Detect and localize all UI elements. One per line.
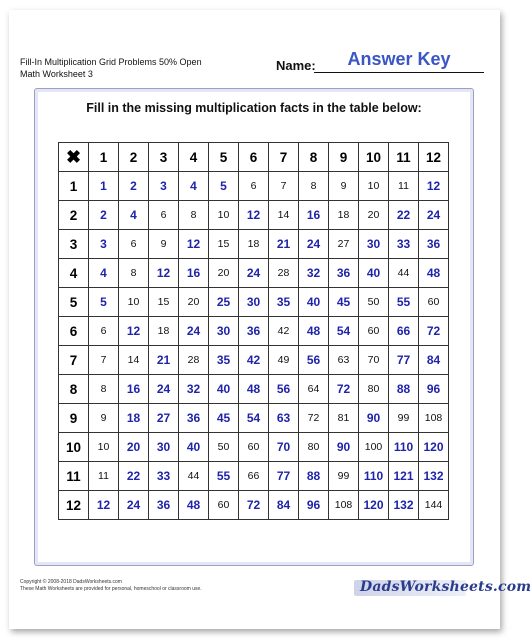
given-cell: 10 (89, 433, 119, 462)
row-header: 12 (59, 491, 89, 520)
row-header: 9 (59, 404, 89, 433)
table-row (59, 230, 449, 259)
answer-cell: 77 (269, 462, 299, 491)
column-header: 3 (149, 143, 179, 172)
multiplication-grid (58, 142, 449, 520)
answer-cell: 2 (119, 172, 149, 201)
answer-cell: 42 (239, 346, 269, 375)
answer-cell: 45 (329, 288, 359, 317)
answer-cell: 110 (359, 462, 389, 491)
given-cell: 27 (329, 230, 359, 259)
answer-cell: 4 (119, 201, 149, 230)
row-header: 5 (59, 288, 89, 317)
table-row (59, 172, 449, 201)
row-header: 4 (59, 259, 89, 288)
answer-cell: 5 (89, 288, 119, 317)
row-header: 10 (59, 433, 89, 462)
answer-cell: 3 (89, 230, 119, 259)
given-cell: 10 (359, 172, 389, 201)
table-row (59, 317, 449, 346)
answer-cell: 84 (269, 491, 299, 520)
column-header: 6 (239, 143, 269, 172)
answer-cell: 24 (239, 259, 269, 288)
given-cell: 11 (89, 462, 119, 491)
answer-cell: 77 (389, 346, 419, 375)
answer-cell: 4 (89, 259, 119, 288)
answer-cell: 35 (269, 288, 299, 317)
answer-cell: 12 (149, 259, 179, 288)
given-cell: 42 (269, 317, 299, 346)
given-cell: 7 (89, 346, 119, 375)
answer-cell: 22 (119, 462, 149, 491)
copyright-text: Copyright © 2008-2018 DadsWorksheets.com (20, 579, 122, 585)
answer-cell: 120 (359, 491, 389, 520)
given-cell: 9 (329, 172, 359, 201)
answer-cell: 12 (179, 230, 209, 259)
given-cell: 49 (269, 346, 299, 375)
answer-cell: 33 (389, 230, 419, 259)
given-cell: 20 (209, 259, 239, 288)
answer-cell: 72 (329, 375, 359, 404)
column-header: 10 (359, 143, 389, 172)
title-line-2: Math Worksheet 3 (20, 69, 93, 79)
answer-cell: 40 (179, 433, 209, 462)
given-cell: 60 (359, 317, 389, 346)
answer-cell: 121 (389, 462, 419, 491)
given-cell: 7 (269, 172, 299, 201)
answer-cell: 12 (119, 317, 149, 346)
answer-cell: 24 (419, 201, 449, 230)
answer-cell: 22 (389, 201, 419, 230)
answer-cell: 33 (149, 462, 179, 491)
given-cell: 72 (299, 404, 329, 433)
answer-cell: 88 (299, 462, 329, 491)
given-cell: 44 (389, 259, 419, 288)
given-cell: 81 (329, 404, 359, 433)
given-cell: 6 (119, 230, 149, 259)
answer-cell: 36 (179, 404, 209, 433)
given-cell: 6 (89, 317, 119, 346)
answer-cell: 84 (419, 346, 449, 375)
row-header: 8 (59, 375, 89, 404)
answer-cell: 72 (419, 317, 449, 346)
answer-cell: 3 (149, 172, 179, 201)
given-cell: 60 (419, 288, 449, 317)
row-header: 7 (59, 346, 89, 375)
table-row (59, 462, 449, 491)
answer-cell: 63 (269, 404, 299, 433)
answer-cell: 36 (329, 259, 359, 288)
answer-cell: 16 (119, 375, 149, 404)
column-header: 1 (89, 143, 119, 172)
answer-cell: 27 (149, 404, 179, 433)
given-cell: 8 (299, 172, 329, 201)
instructions: Fill in the missing multiplication facts in the table below: (86, 101, 422, 115)
table-row (59, 201, 449, 230)
given-cell: 44 (179, 462, 209, 491)
given-cell: 80 (299, 433, 329, 462)
row-header: 3 (59, 230, 89, 259)
answer-cell: 30 (149, 433, 179, 462)
answer-cell: 24 (119, 491, 149, 520)
usage-note: These Math Worksheets are provided for personal, homeschool or classroom use. (20, 586, 202, 592)
answer-cell: 36 (149, 491, 179, 520)
given-cell: 10 (119, 288, 149, 317)
answer-cell: 110 (389, 433, 419, 462)
given-cell: 9 (89, 404, 119, 433)
answer-cell: 72 (239, 491, 269, 520)
given-cell: 60 (209, 491, 239, 520)
multiply-icon: ✖ (65, 146, 82, 167)
given-cell: 15 (209, 230, 239, 259)
answer-cell: 24 (149, 375, 179, 404)
answer-cell: 70 (269, 433, 299, 462)
given-cell: 99 (389, 404, 419, 433)
given-cell: 64 (299, 375, 329, 404)
answer-cell: 20 (119, 433, 149, 462)
answer-cell: 30 (359, 230, 389, 259)
table-row (59, 288, 449, 317)
given-cell: 18 (149, 317, 179, 346)
given-cell: 15 (149, 288, 179, 317)
answer-cell: 88 (389, 375, 419, 404)
answer-cell: 21 (269, 230, 299, 259)
given-cell: 10 (209, 201, 239, 230)
given-cell: 28 (179, 346, 209, 375)
answer-cell: 16 (179, 259, 209, 288)
table-row (59, 346, 449, 375)
answer-cell: 32 (299, 259, 329, 288)
answer-cell: 35 (209, 346, 239, 375)
answer-cell: 40 (209, 375, 239, 404)
column-header: 11 (389, 143, 419, 172)
given-cell: 80 (359, 375, 389, 404)
logo-text: DadsWorksheets.com (360, 579, 531, 595)
table-row (59, 433, 449, 462)
given-cell: 144 (419, 491, 449, 520)
given-cell: 8 (89, 375, 119, 404)
table-row (59, 259, 449, 288)
answer-cell: 4 (179, 172, 209, 201)
given-cell: 100 (359, 433, 389, 462)
column-header: 12 (419, 143, 449, 172)
answer-cell: 21 (149, 346, 179, 375)
answer-cell: 30 (209, 317, 239, 346)
answer-cell: 12 (239, 201, 269, 230)
answer-cell: 48 (299, 317, 329, 346)
answer-cell: 56 (299, 346, 329, 375)
table-row (59, 491, 449, 520)
given-cell: 50 (209, 433, 239, 462)
answer-cell: 96 (299, 491, 329, 520)
given-cell: 70 (359, 346, 389, 375)
name-line (314, 72, 484, 73)
answer-cell: 12 (419, 172, 449, 201)
given-cell: 63 (329, 346, 359, 375)
answer-cell: 48 (239, 375, 269, 404)
given-cell: 20 (359, 201, 389, 230)
table-row (59, 404, 449, 433)
answer-cell: 18 (119, 404, 149, 433)
answer-cell: 16 (299, 201, 329, 230)
answer-cell: 90 (359, 404, 389, 433)
answer-cell: 90 (329, 433, 359, 462)
given-cell: 6 (239, 172, 269, 201)
answer-cell: 25 (209, 288, 239, 317)
answer-cell: 132 (389, 491, 419, 520)
answer-cell: 54 (239, 404, 269, 433)
given-cell: 60 (239, 433, 269, 462)
given-cell: 8 (119, 259, 149, 288)
row-header: 6 (59, 317, 89, 346)
answer-cell: 1 (89, 172, 119, 201)
answer-cell: 55 (389, 288, 419, 317)
answer-cell: 40 (299, 288, 329, 317)
column-header: 8 (299, 143, 329, 172)
table-row (59, 375, 449, 404)
answer-cell: 120 (419, 433, 449, 462)
given-cell: 28 (269, 259, 299, 288)
answer-cell: 24 (299, 230, 329, 259)
given-cell: 20 (179, 288, 209, 317)
given-cell: 8 (179, 201, 209, 230)
column-header: 4 (179, 143, 209, 172)
column-header: 2 (119, 143, 149, 172)
worksheet-title (20, 56, 260, 80)
given-cell: 18 (239, 230, 269, 259)
column-header: 9 (329, 143, 359, 172)
answer-cell: 55 (209, 462, 239, 491)
answer-cell: 48 (419, 259, 449, 288)
row-header: 1 (59, 172, 89, 201)
answer-cell: 36 (239, 317, 269, 346)
answer-cell: 30 (239, 288, 269, 317)
title-line-1: Fill-In Multiplication Grid Problems 50% Open (20, 57, 202, 67)
footer (20, 579, 202, 593)
answer-cell: 66 (389, 317, 419, 346)
answer-cell: 48 (179, 491, 209, 520)
site-logo (346, 576, 531, 600)
answer-cell: 5 (209, 172, 239, 201)
answer-cell: 96 (419, 375, 449, 404)
given-cell: 99 (329, 462, 359, 491)
given-cell: 18 (329, 201, 359, 230)
given-cell: 6 (149, 201, 179, 230)
answer-cell: 132 (419, 462, 449, 491)
times-corner-cell (59, 143, 89, 172)
answer-cell: 36 (419, 230, 449, 259)
given-cell: 50 (359, 288, 389, 317)
row-header: 11 (59, 462, 89, 491)
given-cell: 108 (329, 491, 359, 520)
given-cell: 14 (269, 201, 299, 230)
answer-cell: 40 (359, 259, 389, 288)
given-cell: 108 (419, 404, 449, 433)
answer-cell: 12 (89, 491, 119, 520)
row-header: 2 (59, 201, 89, 230)
answer-key-label: Answer Key (347, 49, 451, 69)
given-cell: 14 (119, 346, 149, 375)
column-header: 7 (269, 143, 299, 172)
answer-cell: 32 (179, 375, 209, 404)
column-header: 5 (209, 143, 239, 172)
answer-cell: 45 (209, 404, 239, 433)
answer-cell: 54 (329, 317, 359, 346)
given-cell: 9 (149, 230, 179, 259)
given-cell: 11 (389, 172, 419, 201)
answer-cell: 56 (269, 375, 299, 404)
answer-cell: 24 (179, 317, 209, 346)
header-row (59, 143, 449, 172)
name-label: Name: (276, 58, 316, 73)
answer-cell: 2 (89, 201, 119, 230)
given-cell: 66 (239, 462, 269, 491)
